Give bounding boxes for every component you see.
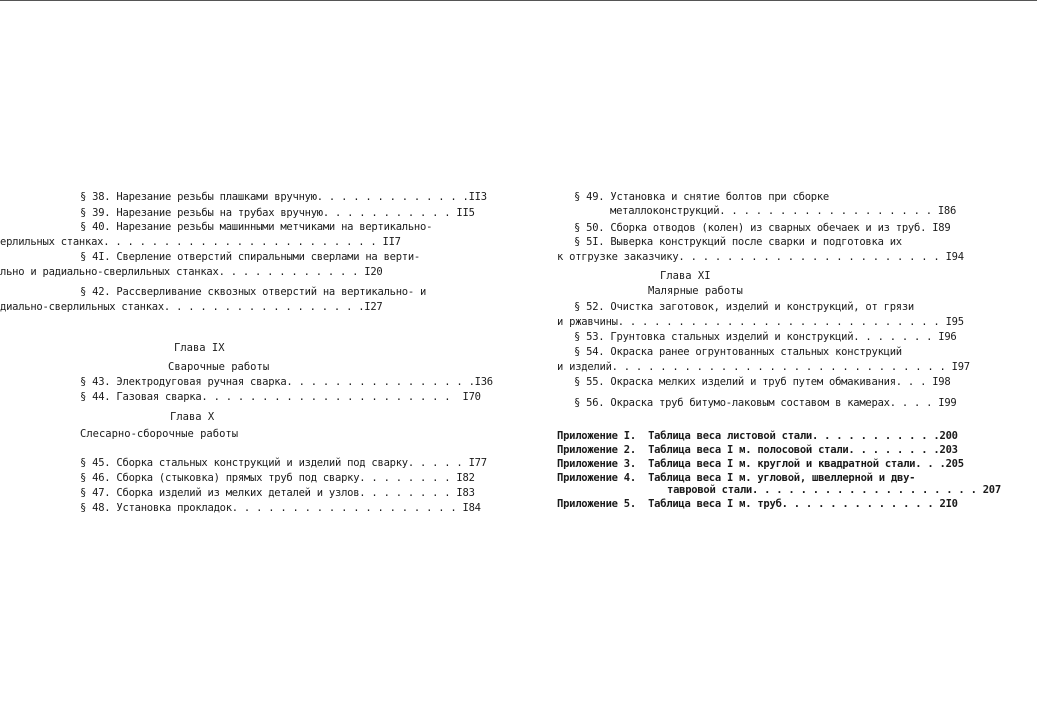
appendix-5: Приложение 5. Таблица веса І м. труб. . . . . . . . . . . . . 2І0	[557, 498, 958, 510]
toc-entry-42-line1: § 42. Рассверливание сквозных отверстий на вертикально- и	[80, 286, 427, 298]
toc-entry-48: § 48. Установка прокладок. . . . . . . . . . . . . . . . . . . І84	[80, 502, 481, 514]
page-top-rule	[0, 0, 1037, 1]
toc-entry-40-line1: § 40. Нарезание резьбы машинными метчиками на вертикально-	[80, 221, 433, 233]
toc-entry-54-line1: § 54. Окраска ранее огрунтованных стальных конструкций	[574, 346, 902, 358]
toc-entry-38: § 38. Нарезание резьбы плашками вручную. . . . . . . . . . . . .ІІ3	[80, 191, 487, 203]
toc-entry-52-line2: и ржавчины. . . . . . . . . . . . . . . . . . . . . . . . . . . І95	[557, 316, 964, 328]
toc-entry-54-line2: и изделий. . . . . . . . . . . . . . . . . . . . . . . . . . . . І97	[557, 361, 970, 373]
chapter-9-name: Сварочные работы	[168, 361, 270, 373]
chapter-11-title: Глава XI	[660, 270, 711, 282]
toc-entry-45: § 45. Сборка стальных конструкций и изделий под сварку. . . . . І77	[80, 457, 487, 469]
appendix-3: Приложение 3. Таблица веса І м. круглой и квадратной стали. . .205	[557, 458, 964, 470]
appendix-1: Приложение І. Таблица веса листовой стали. . . . . . . . . . .200	[557, 430, 958, 442]
toc-entry-53: § 53. Грунтовка стальных изделий и конструкций. . . . . . . І96	[574, 331, 957, 343]
toc-entry-49-line2: металлоконструкций. . . . . . . . . . . . . . . . . . І86	[610, 205, 957, 217]
toc-entry-41-line1: § 4І. Сверление отверстий спиральными сверлами на верти-	[80, 251, 421, 263]
appendix-2: Приложение 2. Таблица веса І м. полосовой стали. . . . . . . .203	[557, 444, 958, 456]
toc-entry-50: § 50. Сборка отводов (колен) из сварных обечаек и из труб. І89	[574, 222, 951, 234]
toc-entry-52-line1: § 52. Очистка заготовок, изделий и конструкций, от грязи	[574, 301, 915, 313]
toc-entry-39: § 39. Нарезание резьбы на трубах вручную. . . . . . . . . . . ІІ5	[80, 207, 475, 219]
toc-entry-51-line1: § 5І. Выверка конструкций после сварки и подготовка их	[574, 236, 902, 248]
chapter-9-title: Глава IX	[174, 342, 225, 354]
toc-entry-44: § 44. Газовая сварка. . . . . . . . . . . . . . . . . . . . . І70	[80, 391, 481, 403]
toc-entry-40-line2: ерлильных станках. . . . . . . . . . . . . . . . . . . . . . . ІІ7	[0, 236, 401, 248]
chapter-10-name: Слесарно-сборочные работы	[80, 428, 239, 440]
appendix-4-line2: тавровой стали. . . . . . . . . . . . . . . . . . . 207	[667, 484, 1001, 496]
toc-entry-47: § 47. Сборка изделий из мелких деталей и узлов. . . . . . . . І83	[80, 487, 475, 499]
toc-entry-55: § 55. Окраска мелких изделий и труб путем обмакивания. . . І98	[574, 376, 951, 388]
toc-entry-43: § 43. Электродуговая ручная сварка. . . . . . . . . . . . . . . .І36	[80, 376, 493, 388]
toc-entry-46: § 46. Сборка (стыковка) прямых труб под сварку. . . . . . . . І82	[80, 472, 475, 484]
toc-entry-56: § 56. Окраска труб битумо-лаковым составом в камерах. . . . І99	[574, 397, 957, 409]
chapter-11-name: Малярные работы	[648, 285, 743, 297]
toc-entry-42-line2: диально-сверлильных станках. . . . . . . . . . . . . . . . .І27	[0, 301, 383, 313]
toc-entry-51-line2: к отгрузке заказчику. . . . . . . . . . . . . . . . . . . . . . І94	[557, 251, 964, 263]
toc-entry-49-line1: § 49. Установка и снятие болтов при сборке	[574, 191, 830, 203]
appendix-4-line1: Приложение 4. Таблица веса І м. угловой, швеллерной и дву-	[557, 472, 916, 484]
toc-entry-41-line2: льно и радиально-сверлильных станках. . . . . . . . . . . . І20	[0, 266, 383, 278]
chapter-10-title: Глава X	[170, 411, 215, 423]
